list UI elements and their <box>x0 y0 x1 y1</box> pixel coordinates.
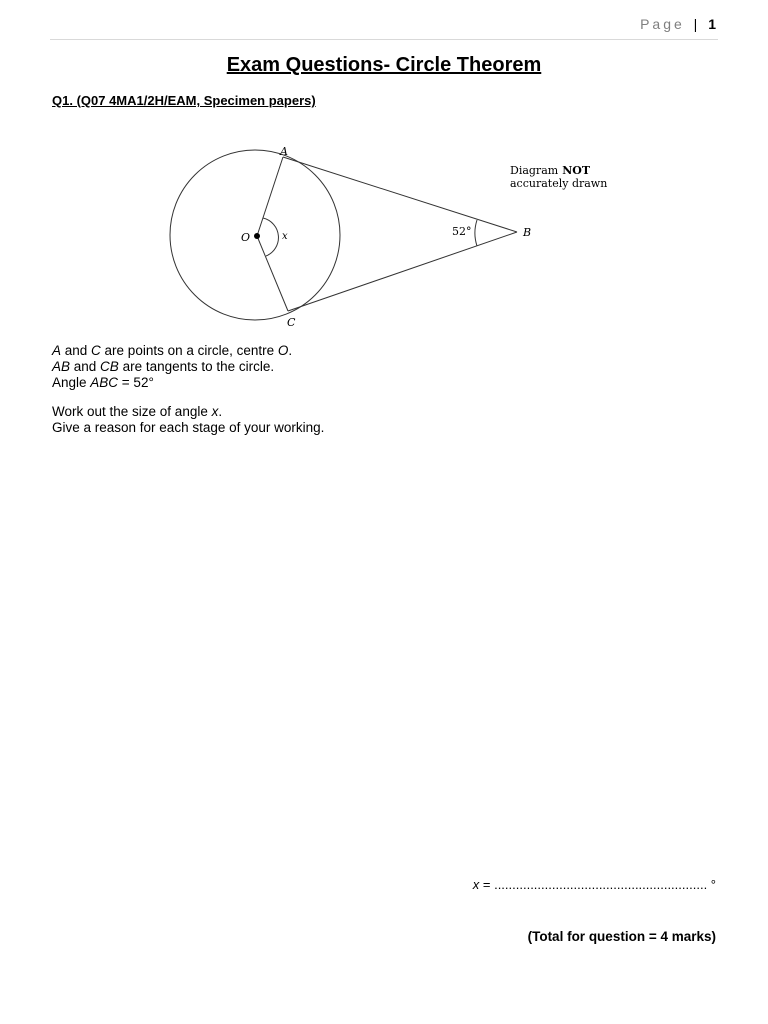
page-title: Exam Questions- Circle Theorem <box>226 54 542 76</box>
radius-oc <box>257 236 288 311</box>
label-b: B <box>523 226 532 239</box>
stem-line-5: Give a reason for each stage of your working. <box>52 420 325 435</box>
stem-line-3: Angle ABC = 52° <box>52 375 154 390</box>
label-a: A <box>280 145 288 158</box>
label-x: x <box>282 231 288 242</box>
page-number-header <box>640 16 716 32</box>
angle-x-arc <box>263 218 278 256</box>
label-o: O <box>241 231 251 244</box>
radius-oa <box>257 157 283 236</box>
total-marks: (Total for question = 4 marks) <box>527 929 716 944</box>
question-stem <box>52 343 324 436</box>
tangent-ab <box>283 157 517 232</box>
centre-dot <box>254 233 260 239</box>
circle-tangent-diagram <box>160 140 620 335</box>
question-heading: Q1. (Q07 4MA1/2H/EAM, Specimen papers) <box>52 93 316 108</box>
diagram-note-line2: accurately drawn <box>510 177 608 190</box>
tangent-cb <box>288 232 517 311</box>
stem-line-4: Work out the size of angle x. <box>52 404 223 419</box>
answer-unit: ° <box>707 877 716 892</box>
label-52: 52° <box>452 225 472 238</box>
stem-line-2: AB and CB are tangents to the circle. <box>52 359 275 374</box>
header-divider <box>50 39 718 40</box>
angle-b-arc <box>475 220 477 246</box>
answer-dots: ........................................................... <box>494 877 708 892</box>
page-label: Page <box>640 16 685 32</box>
page-number: 1 <box>708 16 716 32</box>
answer-line[interactable]: x = ........................................................... ° <box>472 877 716 892</box>
answer-variable: x <box>472 877 480 892</box>
diagram-note-line1: Diagram NOT <box>510 164 591 177</box>
page-separator: | <box>693 16 698 32</box>
stem-line-1: A and C are points on a circle, centre O. <box>52 343 293 358</box>
label-c: C <box>287 316 296 329</box>
